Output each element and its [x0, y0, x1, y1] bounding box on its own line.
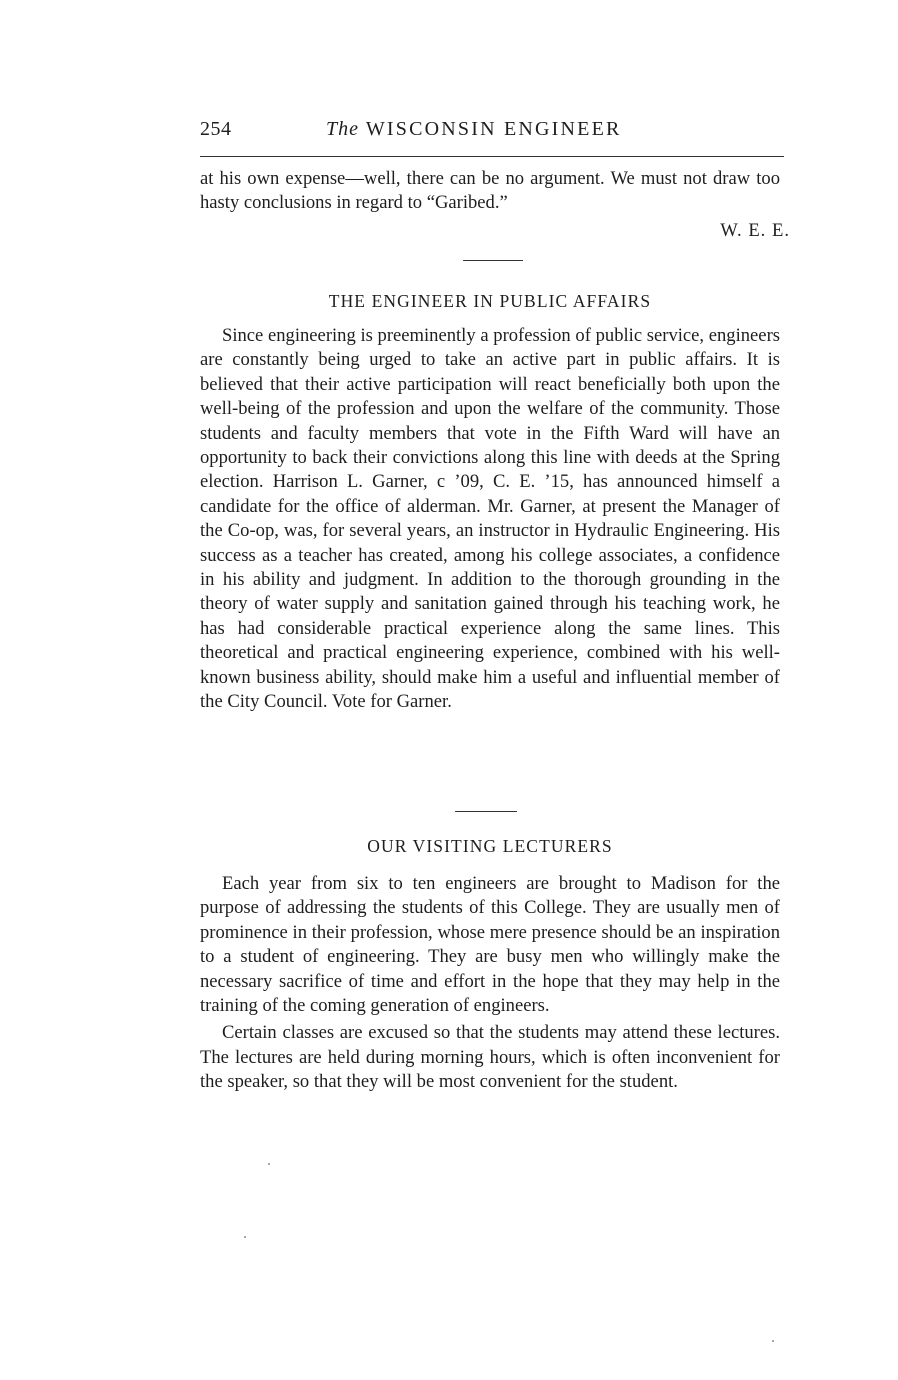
visiting-lecturers-body: [200, 872, 780, 1095]
continuation-block: [200, 167, 780, 216]
paper-speck: [244, 1236, 246, 1238]
section-divider: [455, 811, 517, 812]
section-heading-public-affairs: THE ENGINEER IN PUBLIC AFFAIRS: [328, 291, 652, 311]
page-number: 254: [200, 118, 232, 140]
journal-title: [326, 118, 622, 141]
public-affairs-paragraph: Since engineering is preeminently a profession of public service, engineers are constantly being urged to take an active part in public affairs. It is believed that their active participation will react beneficially both upon the well-being of the profession and upon the welfare of the community. Those students and faculty members that vote in the Fifth Ward will have an opportunity to back their convictions along this line with deeds at the Spring election. Harrison L. Garner, c ’09, C. E. ’15, has announced himself a candidate for the office of alderman. Mr. Garner, at present the Manager of the Co-op, was, for several years, an instructor in Hydraulic Engineering. His success as a teacher has created, among his college associates, a confidence in his ability and judgment. In addition to the thorough grounding in the theory of water supply and sanitation gained through his teaching work, he has had considerable practical experience along the same lines. This theoretical and practical engineering experience, combined with his well-known business ability, should make him a useful and influential member of the City Council. Vote for Garner.: [200, 325, 780, 713]
running-head: [200, 118, 784, 148]
section-heading-visiting-lecturers: OUR VISITING LECTURERS: [367, 836, 613, 856]
visiting-lecturers-paragraph: Certain classes are excused so that the students may attend these lectures. The lectures are held during morning hours, which is often inconvenient for the speaker, so that they will be most convenient for the student.: [200, 1022, 780, 1093]
journal-title-name: WISCONSIN ENGINEER: [365, 118, 622, 140]
paper-speck: [772, 1340, 774, 1342]
paper-speck: [268, 1163, 270, 1165]
visiting-lecturers-paragraph: Each year from six to ten engineers are brought to Madison for the purpose of addressing the students of this College. They are usually men of prominence in their profession, whose mere presence should be an inspiration to a student of engineering. They are busy men who willingly make the necessary sacrifice of time and effort in the hope that they may help in the training of the coming generation of engineers.: [200, 873, 780, 1017]
author-signature: W. E. E.: [720, 220, 790, 241]
header-rule: [200, 156, 784, 157]
journal-title-prefix: The: [326, 118, 359, 140]
section-divider: [463, 260, 523, 261]
public-affairs-body: [200, 324, 780, 715]
continuation-paragraph: at his own expense—well, there can be no argument. We must not draw too hasty conclusions in regard to “Garibed.”: [200, 168, 780, 214]
